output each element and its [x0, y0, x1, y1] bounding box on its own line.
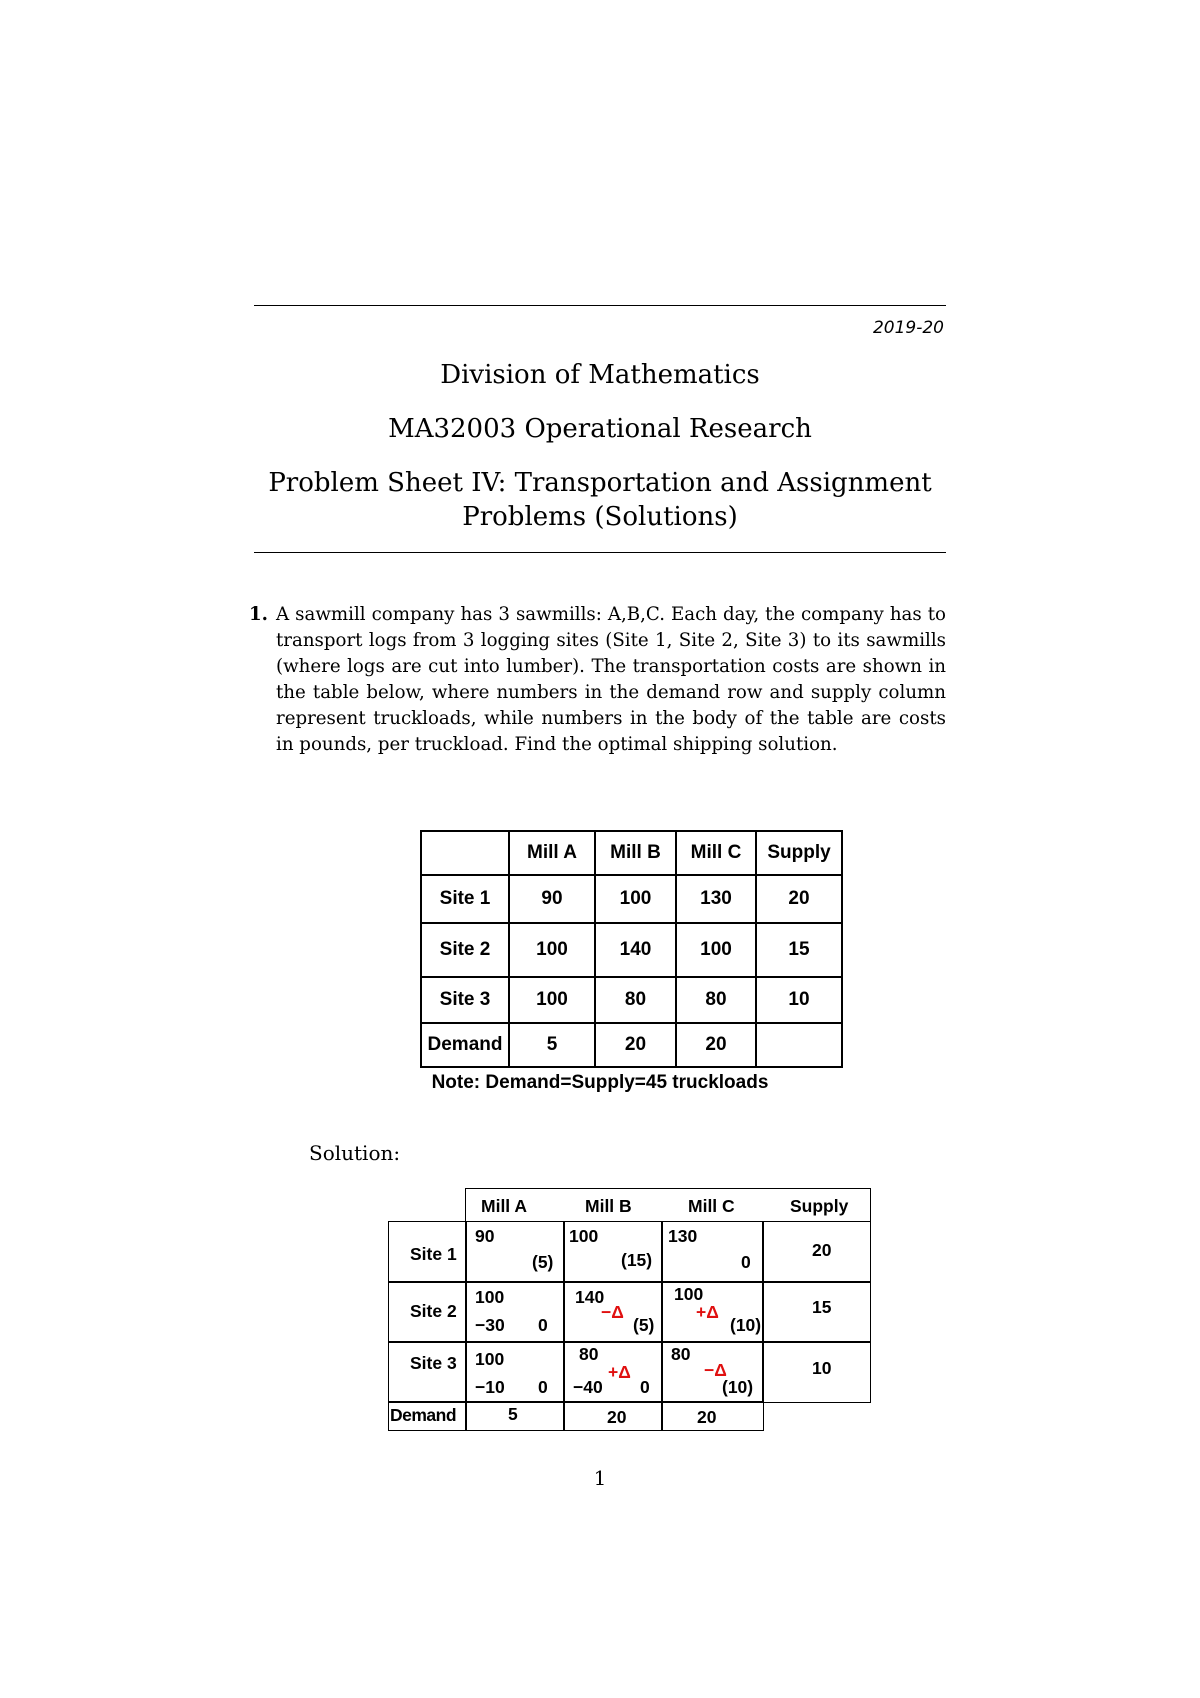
demand-cell [756, 1023, 842, 1067]
academic-year: 2019-20 [872, 318, 944, 338]
cell-cost: 90 [475, 1226, 495, 1246]
row-label: Demand [421, 1023, 509, 1067]
cell-cost: 100 [475, 1287, 505, 1307]
supply-value: 10 [812, 1358, 832, 1378]
cell-delta: −Δ [601, 1302, 624, 1322]
cost-cell: 100 [509, 923, 595, 977]
cell-cost: 100 [674, 1284, 704, 1304]
solution-label: Solution: [309, 1141, 401, 1165]
cell-dual-value: −30 [475, 1315, 505, 1335]
cost-cell: 90 [509, 875, 595, 923]
header-supply: Supply [790, 1196, 849, 1216]
cell-allocation: (5) [532, 1252, 554, 1272]
page-number: 1 [593, 1466, 607, 1490]
demand-value: 5 [508, 1404, 518, 1424]
cell-cost: 80 [579, 1344, 599, 1364]
header-mill-c: Mill C [688, 1196, 735, 1216]
cell-cost: 140 [575, 1287, 605, 1307]
cell-cost: 100 [569, 1226, 599, 1246]
course-title: MA32003 Operational Research [388, 414, 812, 444]
cost-cell: 140 [595, 923, 676, 977]
supply-cell: 20 [756, 875, 842, 923]
cost-table-header: Supply [756, 831, 842, 875]
division-title: Division of Mathematics [440, 360, 760, 390]
cost-cell: 100 [676, 923, 756, 977]
supply-value: 15 [812, 1297, 832, 1317]
cost-table-header: Mill C [676, 831, 756, 875]
cell-delta: +Δ [696, 1302, 719, 1322]
row-label: Site 2 [410, 1301, 457, 1321]
problem-text: A sawmill company has 3 sawmills: A,B,C. Each day, the company has to transport logs from 3 logging sites (Site 1, Site 2, Site 3) to its sawmills (where logs are cut into lumber). The transportation costs are shown in the table below, where numbers in the demand row and supply column represent truckloads, while numbers in the body of the table are costs in pounds, per truckload. Find the optimal shipping solution. [276, 604, 946, 755]
cost-table-header: Mill A [509, 831, 595, 875]
cell-reduced-cost: 0 [538, 1315, 548, 1335]
supply-cell: 10 [756, 977, 842, 1023]
cost-cell: 80 [595, 977, 676, 1023]
cell-dual-value: −10 [475, 1377, 505, 1397]
cost-cell: 100 [509, 977, 595, 1023]
cell-allocation: (10) [730, 1315, 762, 1335]
cell-delta: +Δ [608, 1362, 631, 1382]
cost-table-header: Mill B [595, 831, 676, 875]
cost-cell: 100 [595, 875, 676, 923]
supply-value: 20 [812, 1240, 832, 1260]
demand-value: 20 [697, 1407, 717, 1427]
header-mill-b: Mill B [585, 1196, 632, 1216]
cell-allocation: (5) [633, 1315, 655, 1335]
note: Note: Demand=Supply=45 truckloads [431, 1072, 769, 1093]
cost-table-corner [421, 831, 509, 875]
sheet-title-line2: Problems (Solutions) [462, 502, 738, 532]
cell-allocation: (10) [722, 1377, 754, 1397]
header-mill-a: Mill A [481, 1196, 528, 1216]
bottom-rule [254, 552, 946, 553]
demand-value: 20 [607, 1407, 627, 1427]
cell-dual-value: −40 [573, 1377, 603, 1397]
cost-cell: 80 [676, 977, 756, 1023]
cell-reduced-cost: 0 [640, 1377, 650, 1397]
demand-cell: 5 [509, 1023, 595, 1067]
cell-reduced-cost: 0 [538, 1377, 548, 1397]
supply-cell: 15 [756, 923, 842, 977]
row-label: Site 1 [410, 1244, 457, 1264]
cell-cost: 130 [668, 1226, 698, 1246]
demand-label: Demand [390, 1405, 457, 1425]
problem-number: 1. [249, 604, 268, 625]
cost-table [420, 830, 843, 1068]
row-label: Site 1 [421, 875, 509, 923]
problem-1 [249, 602, 946, 758]
cost-cell: 130 [676, 875, 756, 923]
cell-allocation: (15) [621, 1250, 653, 1270]
demand-cell: 20 [595, 1023, 676, 1067]
row-label: Site 2 [421, 923, 509, 977]
cell-reduced-cost: 0 [741, 1252, 751, 1272]
demand-cell: 20 [676, 1023, 756, 1067]
row-label: Site 3 [410, 1353, 457, 1373]
cell-delta: −Δ [704, 1360, 727, 1380]
cell-cost: 100 [475, 1349, 505, 1369]
sheet-title-line1: Problem Sheet IV: Transportation and Assignment [268, 468, 932, 498]
row-label: Site 3 [421, 977, 509, 1023]
cell-cost: 80 [671, 1344, 691, 1364]
top-rule [254, 305, 946, 306]
